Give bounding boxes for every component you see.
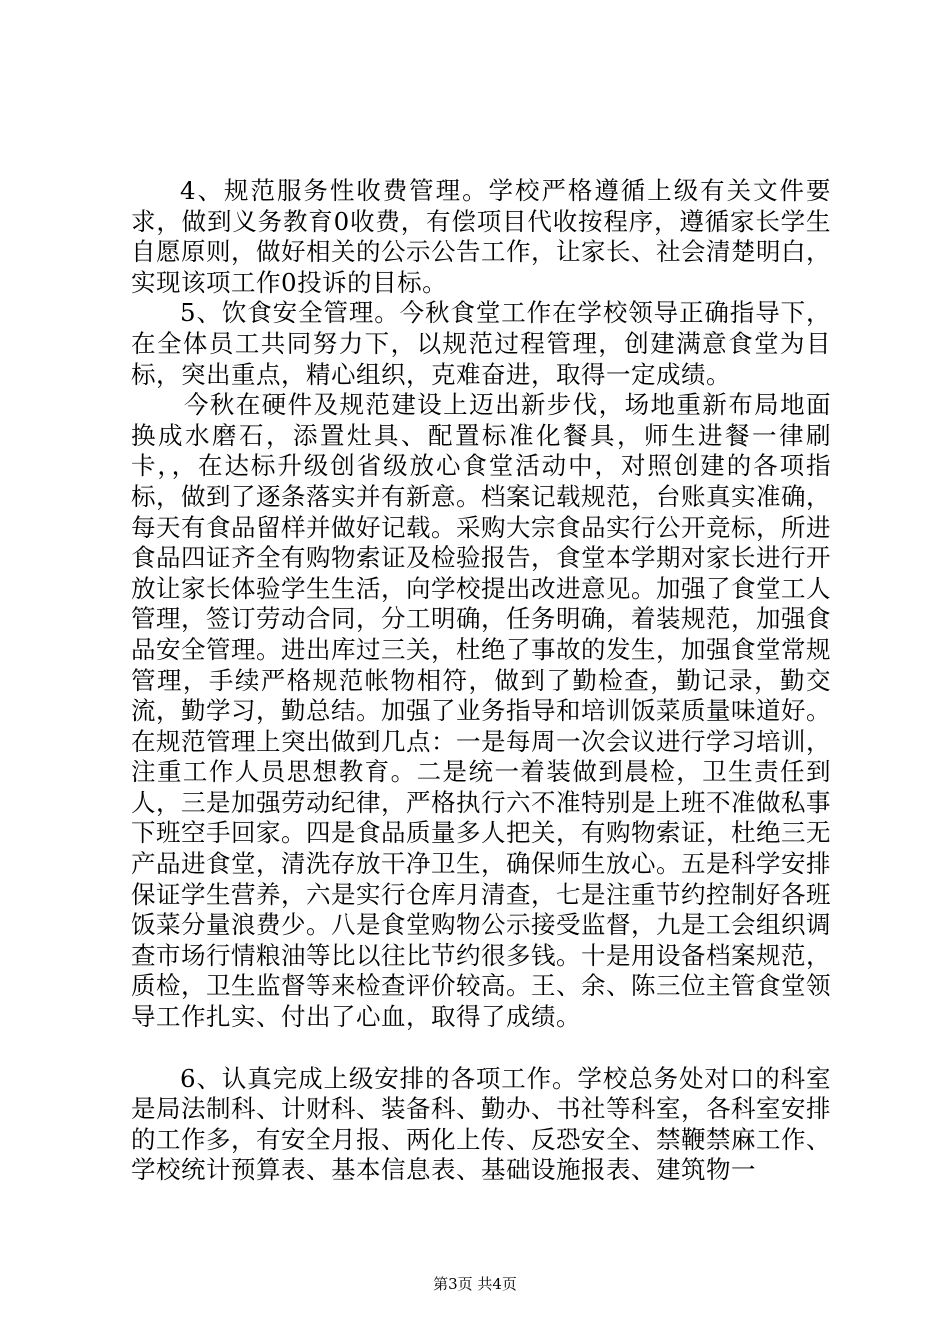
document-body bbox=[131, 176, 831, 1186]
paragraph-superior-tasks: 6、认真完成上级安排的各项工作。学校总务处对口的科室是局法制科、计财科、装备科、勤办、书社等科室，各科室安排的工作多，有安全月报、两化上传、反恐安全、禁鞭禁麻工作、学校统计预算表、基本信息表、基础设施报表、建筑物一 bbox=[131, 1063, 831, 1185]
page-number-footer: 第3页 共4页 bbox=[433, 1275, 517, 1293]
paragraph-fee-management: 4、规范服务性收费管理。学校严格遵循上级有关文件要求，做到义务教育0收费，有偿项目代收按程序，遵循家长学生自愿原则，做好相关的公示公告工作，让家长、社会清楚明白，实现该项工作0投诉的目标。 bbox=[131, 176, 831, 297]
paragraph-food-safety-intro: 5、饮食安全管理。今秋食堂工作在学校领导正确指导下，在全体员工共同努力下，以规范过程管理，创建满意食堂为目标，突出重点，精心组织，克难奋进，取得一定成绩。 bbox=[131, 298, 831, 389]
paragraph-food-safety-details: 今秋在硬件及规范建设上迈出新步伐，场地重新布局地面换成水磨石，添置灶具、配置标准化餐具，师生进餐一律刷卡，，在达标升级创省级放心食堂活动中，对照创建的各项指标，做到了逐条落实并有新意。档案记载规范，台账真实准确，每天有食品留样并做好记载。采购大宗食品实行公开竞标，所进食品四证齐全有购物索证及检验报告，食堂本学期对家长进行开放让家长体验学生生活，向学校提出改进意见。加强了食堂工人管理，签订劳动合同，分工明确，任务明确，着装规范，加强食品安全管理。进出库过三关，杜绝了事故的发生，加强食堂常规管理，手续严格规范帐物相符，做到了勤检查，勤记录，勤交流，勤学习，勤总结。加强了业务指导和培训饭菜质量味道好。在规范管理上突出做到几点：一是每周一次会议进行学习培训，注重工作人员思想教育。二是统一着装做到晨检，卫生责任到人，三是加强劳动纪律，严格执行六不准特别是上班不准做私事下班空手回家。四是食品质量多人把关，有购物索证，杜绝三无产品进食堂，清洗存放干净卫生，确保师生放心。五是科学安排保证学生营养，六是实行仓库月清查，七是注重节约控制好各班饭菜分量浪费少。八是食堂购物公示接受监督，九是工会组织调查市场行情粮油等比以往比节约很多钱。十是用设备档案规范，质检，卫生监督等来检查评价较高。王、余、陈三位主管食堂领导工作扎实、付出了心血，取得了成绩。 bbox=[131, 390, 831, 1032]
